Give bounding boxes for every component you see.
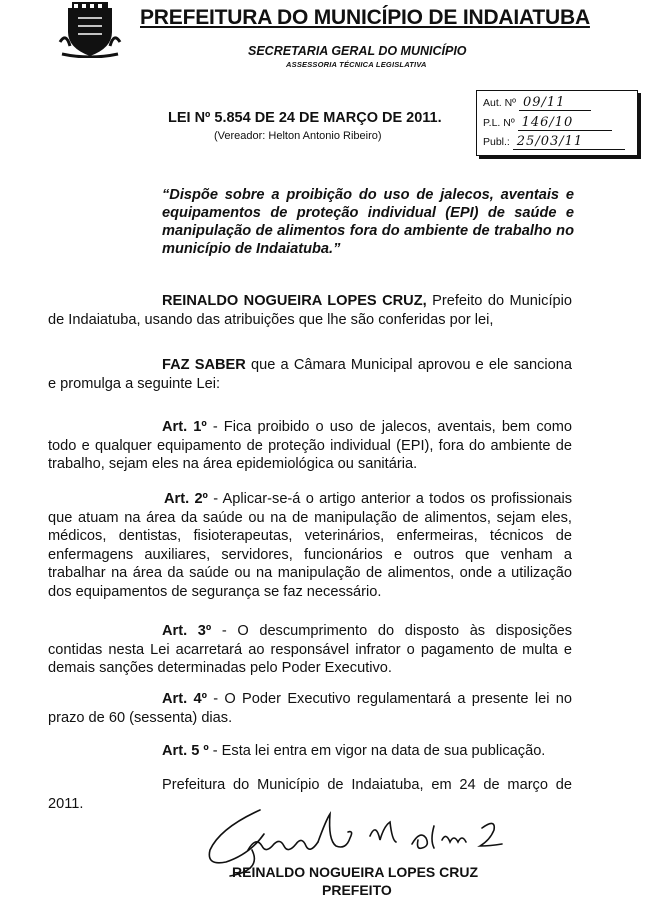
faz-saber-label: FAZ SABER [162,357,246,373]
mayor-name: REINALDO NOGUEIRA LOPES CRUZ, [162,293,427,309]
article-4 [48,690,572,727]
stamp-publ-label: Publ.: [483,136,510,148]
stamp-publ-row [483,134,625,150]
stamp-aut-row [483,95,591,111]
preamble-paragraph [48,292,572,329]
faz-saber-paragraph [48,356,572,393]
date-line: Prefeitura do Município de Indaiatuba, em 24 de março de 2011. [48,777,572,812]
stamp-pl-row [483,115,612,131]
assessoria-heading: ASSESSORIA TÉCNICA LEGISLATIVA [286,60,427,69]
registration-stamp [476,90,638,156]
article-label: Art. 3º [162,623,212,639]
article-text: - O descumprimento do disposto às disposições contidas nesta Lei acarretará ao responsável infrator o pagamento de multa e demais sanções determinadas pelo Poder Executivo. [48,623,572,676]
article-label: Art. 2º [164,491,208,507]
article-2 [48,490,572,601]
article-label: Art. 5 º [162,743,209,759]
municipal-crest-icon [58,2,122,58]
article-text: - O Poder Executivo regulamentará a presente lei no prazo de 60 (sessenta) dias. [48,691,573,726]
secretaria-heading: SECRETARIA GERAL DO MUNICÍPIO [248,44,467,58]
stamp-aut-label: Aut. Nº [483,97,517,109]
article-text: - Aplicar-se-á o artigo anterior a todos os profissionais que atuam na área da saúde ou na de manipulação de alimentos, sejam eles, médicos, dentistas, fisioterapeutas, veterinários, enfermeiras, técnicos de enfermagens auxiliares, servidores, funcionários e outros que venham a trabalhar na área da saúde ou na manipulação de alimentos, onde a utilização dos equipamentos de segurança se faz necessário. [48,491,572,600]
law-title: LEI Nº 5.854 DE 24 DE MARÇO DE 2011. [168,110,442,126]
faz-saber-text: que a Câmara Municipal aprovou e ele sanciona e promulga a seguinte Lei: [48,357,573,392]
article-3 [48,622,572,678]
article-text: - Fica proibido o uso de jalecos, aventais, bem como todo e qualquer equipamento de proteção individual (EPI), fora do ambiente de trabalho, sejam eles na área epidemiológica ou sanitária. [48,419,573,472]
law-ementa: “Dispõe sobre a proibição do uso de jalecos, aventais e equipamentos de proteção individual (EPI) de saúde e manipulação de alimentos fora do ambiente de trabalho no município de Indaiatuba.” [162,187,574,257]
signatory-role: PREFEITO [322,882,392,898]
stamp-pl-value: 146/10 [518,115,612,131]
stamp-pl-label: P.L. Nº [483,117,515,129]
article-label: Art. 1º [162,419,207,435]
article-5 [48,742,572,761]
stamp-aut-value: 09/11 [519,95,591,111]
page-title: PREFEITURA DO MUNICÍPIO DE INDAIATUBA [140,6,590,29]
article-label: Art. 4º [162,691,207,707]
signatory-name: REINALDO NOGUEIRA LOPES CRUZ [232,864,479,880]
article-1 [48,418,572,474]
preamble-text: Prefeito do Município de Indaiatuba, usando das atribuições que lhe são conferidas por lei, [48,293,572,328]
stamp-publ-value: 25/03/11 [513,134,625,150]
article-text: - Esta lei entra em vigor na data de sua publicação. [208,743,546,759]
law-author: (Vereador: Helton Antonio Ribeiro) [214,130,382,142]
